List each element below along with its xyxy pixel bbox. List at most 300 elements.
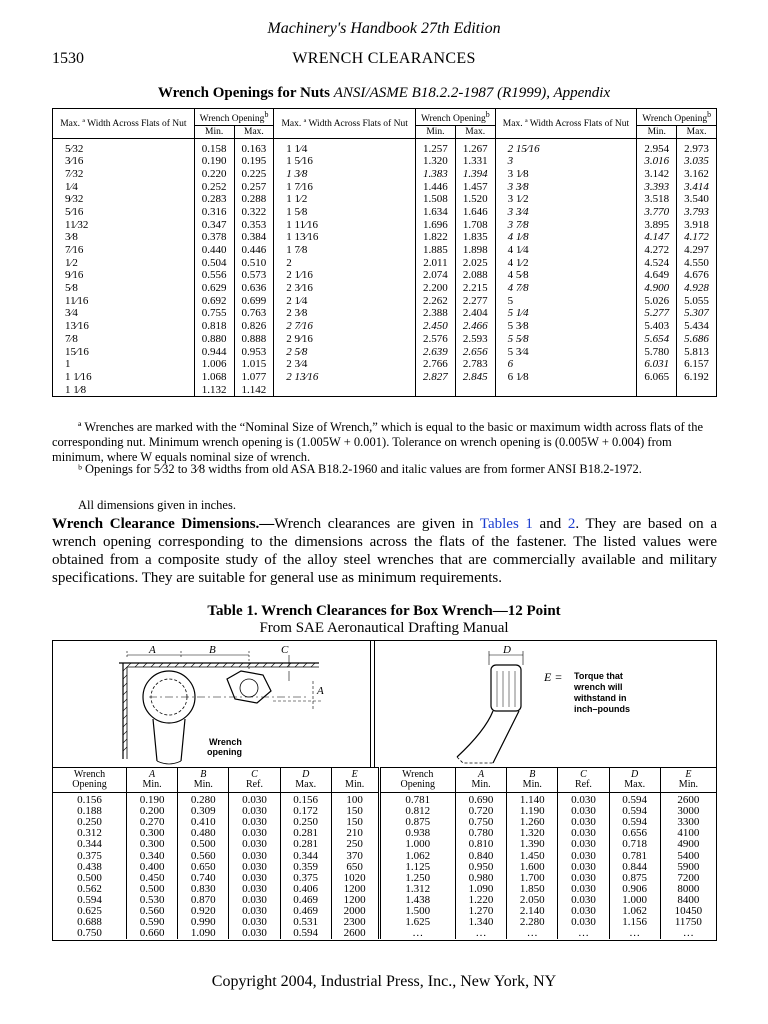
- col-header-max: Max.: [455, 126, 495, 139]
- table-cell: 1.438: [379, 895, 455, 906]
- table-cell: 3 3⁄4: [495, 206, 637, 219]
- table-cell: 0.252: [194, 180, 234, 193]
- table-cell: 4900: [660, 839, 716, 850]
- figure-divider: [370, 641, 371, 767]
- table-cell: 2 15⁄16: [495, 139, 637, 155]
- table-cell: 4 1⁄8: [495, 231, 637, 244]
- table-cell: 0.692: [194, 294, 234, 307]
- table-cell: 0.030: [558, 884, 609, 895]
- table-cell: 0.750: [455, 817, 506, 828]
- table-cell: 1.077: [234, 371, 274, 384]
- table-cell: 0.438: [77, 860, 102, 873]
- table-cell: 0.944: [194, 345, 234, 358]
- table-cell: 2.766: [416, 358, 456, 371]
- clearance-col-header: [53, 768, 126, 793]
- clearance-col-header: [178, 768, 229, 793]
- torque-note-line-4: inch–pounds: [574, 704, 630, 714]
- clearance-col-header: [126, 768, 177, 793]
- table-cell: 1.708: [455, 218, 495, 231]
- col-header-min: Min.: [637, 126, 677, 139]
- col-header-line-1: C: [580, 769, 587, 780]
- table-row: [53, 139, 717, 155]
- table-cell: 0.590: [126, 917, 177, 928]
- table-cell: 0.594: [280, 928, 331, 939]
- table-cell: 0.875: [609, 873, 660, 884]
- table-cell: 7200: [660, 873, 716, 884]
- table-cell: …: [507, 928, 558, 939]
- table-cell: 1.320: [416, 155, 456, 168]
- col-header-line-1: E: [685, 769, 692, 780]
- table-cell: 1.015: [234, 358, 274, 371]
- table-cell: 0.980: [455, 873, 506, 884]
- col-header-max-width: Max. ª Width Across Flats of Nut: [53, 109, 195, 139]
- table-cell: 2.011: [416, 256, 456, 269]
- table-cell: 150: [331, 817, 379, 828]
- table-cell: 0.888: [234, 332, 274, 345]
- table-cell: 0.283: [194, 193, 234, 206]
- clearance-table-body: [53, 793, 716, 940]
- label-e: E =: [544, 670, 563, 684]
- col-header-max: Max.: [234, 126, 274, 139]
- table-cell: 2.074: [416, 269, 456, 282]
- table-cell: 0.812: [379, 806, 455, 817]
- clearance-col-header: [558, 768, 609, 793]
- table-cell: 3.793: [677, 206, 717, 219]
- table-cell: 0.030: [558, 917, 609, 928]
- table-cell: 1 7⁄8: [274, 244, 416, 257]
- clearance-table-title: Table 1. Wrench Clearances for Box Wrench—12 Point: [207, 603, 561, 619]
- table-cell: 3 3⁄8: [495, 180, 637, 193]
- table-cell: 1200: [331, 884, 379, 895]
- table-cell: 0.359: [280, 862, 331, 873]
- table-cell: 0.656: [609, 828, 660, 839]
- table-cell: 2600: [660, 793, 716, 807]
- table-cell: 1 7⁄16: [274, 180, 416, 193]
- table-cell: 4.297: [677, 244, 717, 257]
- table-cell: 1.090: [455, 884, 506, 895]
- table-row: [53, 383, 717, 396]
- col-header-line-2: Opening: [400, 779, 435, 790]
- link-table-1[interactable]: Tables 1: [479, 516, 533, 532]
- table-cell: 4.676: [677, 269, 717, 282]
- table-cell: 0.690: [455, 793, 506, 807]
- table-cell: 3300: [660, 817, 716, 828]
- table-cell: 0.030: [229, 895, 280, 906]
- table-cell: 4.147: [637, 231, 677, 244]
- table-row: [53, 206, 717, 219]
- table-cell: 13⁄16: [53, 320, 195, 333]
- table-cell: 0.281: [280, 828, 331, 839]
- col-header-line-2: Min.: [471, 779, 491, 790]
- col-header-wrench-opening: [416, 109, 496, 126]
- table-cell: 1.090: [178, 928, 229, 939]
- col-header-line-1: Wrench: [73, 769, 106, 780]
- table-cell: 0.870: [178, 895, 229, 906]
- table-cell: 0.625: [77, 904, 102, 917]
- table-cell: 2 9⁄16: [274, 332, 416, 345]
- label-wrench-opening-2: opening: [207, 747, 242, 757]
- table-cell: [455, 383, 495, 396]
- table-cell: 1.062: [379, 850, 455, 861]
- table-row: [53, 294, 717, 307]
- table-cell: 1.885: [416, 244, 456, 257]
- table-cell: 2.388: [416, 307, 456, 320]
- table-cell: 2.973: [677, 139, 717, 155]
- table-cell: 6: [495, 358, 637, 371]
- col-header-line-1: B: [529, 769, 536, 780]
- clearance-col-header: [280, 768, 331, 793]
- table-cell: 1⁄2: [53, 256, 195, 269]
- table-cell: 1.446: [416, 180, 456, 193]
- table-row: [53, 155, 717, 168]
- table-cell: 0.844: [609, 862, 660, 873]
- table-cell: 2 3⁄16: [274, 282, 416, 295]
- table-cell: 4100: [660, 828, 716, 839]
- label-b: B: [209, 644, 216, 656]
- table-cell: …: [660, 928, 716, 939]
- table-cell: 0.190: [126, 793, 177, 807]
- table-cell: 0.030: [229, 928, 280, 939]
- table-cell: 5 3⁄4: [495, 345, 637, 358]
- paragraph-text-2: . They are based on a wrench opening corresponding to the dimensions across the flats of the fastener. The listed values were obtained from a composite study of the alloy steel wrenches that are commercially available and military specifications. They are suitable for general use as minimum requirements.: [52, 516, 717, 586]
- table-cell: 0.030: [558, 895, 609, 906]
- table-cell: 2 1⁄16: [274, 269, 416, 282]
- table-row: [53, 839, 716, 850]
- table-cell: 0.030: [229, 906, 280, 917]
- clearance-col-header: [331, 768, 379, 793]
- table-cell: 0.500: [77, 871, 102, 884]
- table-cell: 100: [331, 793, 379, 807]
- table-cell: 1 5⁄16: [274, 155, 416, 168]
- table-cell: 3 7⁄8: [495, 218, 637, 231]
- table-cell: 5: [495, 294, 637, 307]
- table-row: [53, 371, 717, 384]
- label-c: C: [281, 644, 289, 656]
- table-cell: 1.000: [609, 895, 660, 906]
- table-cell: 0.920: [178, 906, 229, 917]
- table-cell: 0.250: [77, 816, 102, 829]
- table-cell: 0.560: [126, 906, 177, 917]
- table-cell: 1.850: [507, 884, 558, 895]
- table-cell: 6 1⁄8: [495, 371, 637, 384]
- table-cell: 0.322: [234, 206, 274, 219]
- table-cell: 0.830: [178, 884, 229, 895]
- table-cell: 0.718: [609, 839, 660, 850]
- table-row: [53, 358, 717, 371]
- table-cell: 3.895: [637, 218, 677, 231]
- table-cell: 1.340: [455, 917, 506, 928]
- table-cell: 0.156: [77, 794, 102, 807]
- clearance-col-header: [507, 768, 558, 793]
- table-cell: 1.312: [379, 884, 455, 895]
- table-cell: 4.928: [677, 282, 717, 295]
- col-header-line-1: C: [251, 769, 258, 780]
- wrench-openings-table: [52, 108, 717, 397]
- col-header-line-1: Wrench: [402, 769, 434, 780]
- table-cell: 2 5⁄8: [274, 345, 416, 358]
- table-cell: 2.845: [455, 371, 495, 384]
- torque-note-line-3: withstand in: [574, 693, 627, 703]
- table-cell: 0.440: [194, 244, 234, 257]
- table-cell: 0.280: [178, 793, 229, 807]
- table-cell: 2.656: [455, 345, 495, 358]
- link-table-2[interactable]: 2: [567, 516, 576, 532]
- table-cell: 1 1⁄4: [274, 139, 416, 155]
- table-cell: 0.650: [178, 862, 229, 873]
- table-cell: 0.500: [178, 839, 229, 850]
- table-cell: 0.740: [178, 873, 229, 884]
- table-cell: 0.030: [229, 839, 280, 850]
- table-cell: 0.530: [126, 895, 177, 906]
- table-cell: 0.880: [194, 332, 234, 345]
- table-cell: 210: [331, 828, 379, 839]
- table-cell: 1.835: [455, 231, 495, 244]
- clearance-col-header: [379, 768, 455, 793]
- table-cell: 0.030: [229, 817, 280, 828]
- table-cell: 250: [331, 839, 379, 850]
- table-cell: 2.827: [416, 371, 456, 384]
- table-cell: 9⁄32: [53, 193, 195, 206]
- table-cell: 1 5⁄8: [274, 206, 416, 219]
- table-cell: 0.840: [455, 850, 506, 861]
- table-cell: 0.594: [77, 893, 102, 906]
- table-cell: 1.331: [455, 155, 495, 168]
- copyright-footer: Copyright 2004, Industrial Press, Inc., New York, NY: [211, 973, 557, 990]
- table-row: [53, 256, 717, 269]
- label-wrench-opening-1: Wrench: [209, 737, 242, 747]
- table-cell: 1.625: [379, 917, 455, 928]
- col-header-line-1: B: [200, 769, 207, 780]
- table-cell: …: [609, 928, 660, 939]
- table-cell: 0.030: [229, 862, 280, 873]
- table-cell: 2 13⁄16: [274, 371, 416, 384]
- clearance-col-header: [229, 768, 280, 793]
- col-header-max-width: Max. ª Width Across Flats of Nut: [274, 109, 416, 139]
- table-cell: 5.403: [637, 320, 677, 333]
- figure-divider-2: [374, 641, 375, 767]
- table-cell: 2 1⁄4: [274, 294, 416, 307]
- col-header-line-2: Max.: [624, 779, 646, 790]
- table-cell: 4.649: [637, 269, 677, 282]
- table-cell: 0.030: [558, 793, 609, 807]
- table-cell: 0.375: [280, 873, 331, 884]
- table-cell: [637, 383, 677, 396]
- table-cell: 1.696: [416, 218, 456, 231]
- table-cell: 3 1⁄2: [495, 193, 637, 206]
- table-cell: 2.954: [637, 139, 677, 155]
- openings-table-title-main: Wrench Openings for Nuts: [157, 85, 331, 101]
- table-row: [53, 282, 717, 295]
- table-cell: 5.277: [637, 307, 677, 320]
- table-cell: 3: [495, 155, 637, 168]
- table-cell: 1.634: [416, 206, 456, 219]
- table-cell: 15⁄16: [53, 345, 195, 358]
- table-cell: 1.600: [507, 862, 558, 873]
- table-cell: 1.383: [416, 168, 456, 181]
- table-cell: 2.215: [455, 282, 495, 295]
- table-cell: [274, 383, 416, 396]
- table-cell: 0.384: [234, 231, 274, 244]
- col-header-note-b: b: [485, 110, 490, 119]
- table-cell: 0.200: [126, 806, 177, 817]
- table-cell: 0.340: [126, 850, 177, 861]
- table-cell: 0.030: [229, 884, 280, 895]
- table-row: [53, 193, 717, 206]
- table-cell: 1.898: [455, 244, 495, 257]
- clearance-col-header: [660, 768, 716, 793]
- footnote-b: ᵇ Openings for 5⁄32 to 3⁄8 widths from old ASA B18.2-1960 and italic values are from former ANSI B18.2-1972.: [78, 462, 642, 476]
- table-cell: 1 3⁄8: [274, 168, 416, 181]
- table-cell: 8000: [660, 884, 716, 895]
- table-cell: 5⁄8: [53, 282, 195, 295]
- table-cell: 1 1⁄8: [53, 383, 195, 396]
- table-cell: 5400: [660, 850, 716, 861]
- table-cell: 2.050: [507, 895, 558, 906]
- table-cell: 1200: [331, 895, 379, 906]
- table-cell: 0.446: [234, 244, 274, 257]
- table-cell: 0.560: [178, 850, 229, 861]
- col-header-wrench-opening: [637, 109, 717, 126]
- table-cell: 3.918: [677, 218, 717, 231]
- col-header-wrench-opening-label: Wrench Opening: [199, 114, 265, 125]
- col-header-line-1: E: [351, 769, 358, 780]
- col-header-max-width: Max. ª Width Across Flats of Nut: [495, 109, 637, 139]
- table-cell: 3.770: [637, 206, 677, 219]
- table-cell: 1.270: [455, 906, 506, 917]
- table-cell: 0.469: [280, 906, 331, 917]
- table-cell: 1.125: [379, 862, 455, 873]
- table-row: [53, 793, 716, 807]
- table-cell: 3.035: [677, 155, 717, 168]
- table-cell: 2.088: [455, 269, 495, 282]
- table-cell: 0.030: [558, 817, 609, 828]
- table-cell: 0.594: [609, 806, 660, 817]
- table-row: [53, 320, 717, 333]
- table-cell: 8400: [660, 895, 716, 906]
- table-cell: 1.508: [416, 193, 456, 206]
- table-cell: 0.220: [194, 168, 234, 181]
- table-cell: 150: [331, 806, 379, 817]
- col-header-line-2: Ref.: [246, 779, 263, 790]
- table-row: [53, 218, 717, 231]
- col-header-line-2: Ref.: [574, 779, 592, 790]
- table-cell: 0.163: [234, 139, 274, 155]
- table-row: [53, 345, 717, 358]
- table-cell: 5.686: [677, 332, 717, 345]
- table-cell: 9⁄16: [53, 269, 195, 282]
- col-header-line-2: Max.: [295, 779, 317, 790]
- col-header-line-2: Min.: [193, 779, 213, 790]
- table-cell: 3.518: [637, 193, 677, 206]
- table-cell: 11⁄16: [53, 294, 195, 307]
- col-header-line-2: Opening: [72, 779, 107, 790]
- table-cell: 2.404: [455, 307, 495, 320]
- table-cell: 0.375: [77, 849, 102, 862]
- table-cell: 0.818: [194, 320, 234, 333]
- table-row: [53, 850, 716, 861]
- col-header-line-1: D: [631, 769, 639, 780]
- table-cell: 2.576: [416, 332, 456, 345]
- table-cell: 5 1⁄4: [495, 307, 637, 320]
- table-cell: 0.030: [558, 873, 609, 884]
- table-cell: 0.562: [77, 882, 102, 895]
- table-cell: 0.312: [77, 827, 102, 840]
- table-cell: 10450: [660, 906, 716, 917]
- table-cell: 4.524: [637, 256, 677, 269]
- table-cell: 3.540: [677, 193, 717, 206]
- table-cell: 1.267: [455, 139, 495, 155]
- table-cell: 1 1⁄16: [53, 371, 195, 384]
- table-cell: 0.030: [558, 806, 609, 817]
- table-cell: 7⁄32: [53, 168, 195, 181]
- table-cell: 1.457: [455, 180, 495, 193]
- table-cell: 3⁄16: [53, 155, 195, 168]
- table-cell: 1.390: [507, 839, 558, 850]
- table-cell: 0.309: [178, 806, 229, 817]
- table-cell: 3000: [660, 806, 716, 817]
- table-cell: 0.781: [379, 793, 455, 807]
- box-wrench-diagram: [53, 641, 716, 767]
- table-cell: [677, 383, 717, 396]
- table-cell: 0.780: [455, 828, 506, 839]
- table-cell: 2.593: [455, 332, 495, 345]
- table-cell: 7⁄16: [53, 244, 195, 257]
- table-cell: 3.393: [637, 180, 677, 193]
- table-cell: 1: [53, 358, 195, 371]
- table-cell: 0.347: [194, 218, 234, 231]
- table-cell: 0.636: [234, 282, 274, 295]
- table-cell: 4 1⁄4: [495, 244, 637, 257]
- table-cell: 1 1⁄2: [274, 193, 416, 206]
- table-cell: 0.531: [280, 917, 331, 928]
- table-cell: 0.990: [178, 917, 229, 928]
- table-row: [53, 244, 717, 257]
- book-title: Machinery's Handbook 27th Edition: [267, 20, 501, 37]
- table-cell: 1.394: [455, 168, 495, 181]
- paragraph-lead: Wrench Clearance Dimensions.—: [52, 516, 275, 532]
- openings-table-body: [53, 139, 717, 397]
- table-cell: 0.030: [558, 850, 609, 861]
- clearance-col-header: [609, 768, 660, 793]
- table-cell: 1⁄4: [53, 180, 195, 193]
- table-cell: 0.030: [558, 906, 609, 917]
- col-header-line-2: Min.: [678, 779, 698, 790]
- table-cell: 3.016: [637, 155, 677, 168]
- table-cell: 0.699: [234, 294, 274, 307]
- table-cell: 2300: [331, 917, 379, 928]
- table-cell: 0.030: [229, 828, 280, 839]
- table-cell: 1.520: [455, 193, 495, 206]
- table-cell: 4 1⁄2: [495, 256, 637, 269]
- table-cell: 2.450: [416, 320, 456, 333]
- table-cell: 2.025: [455, 256, 495, 269]
- table-cell: 5.026: [637, 294, 677, 307]
- table-cell: 0.195: [234, 155, 274, 168]
- table-cell: 0.629: [194, 282, 234, 295]
- col-header-min: Min.: [416, 126, 456, 139]
- table-cell: 1.700: [507, 873, 558, 884]
- page-number: 1530: [52, 50, 84, 67]
- table-cell: 5.813: [677, 345, 717, 358]
- table-row: [53, 269, 717, 282]
- all-dimensions-note: All dimensions given in inches.: [78, 498, 236, 512]
- table-cell: 0.158: [194, 139, 234, 155]
- paragraph-and: and: [532, 516, 568, 532]
- table-cell: 5.055: [677, 294, 717, 307]
- table-cell: 4.272: [637, 244, 677, 257]
- table-cell: 4.550: [677, 256, 717, 269]
- table-row: [53, 231, 717, 244]
